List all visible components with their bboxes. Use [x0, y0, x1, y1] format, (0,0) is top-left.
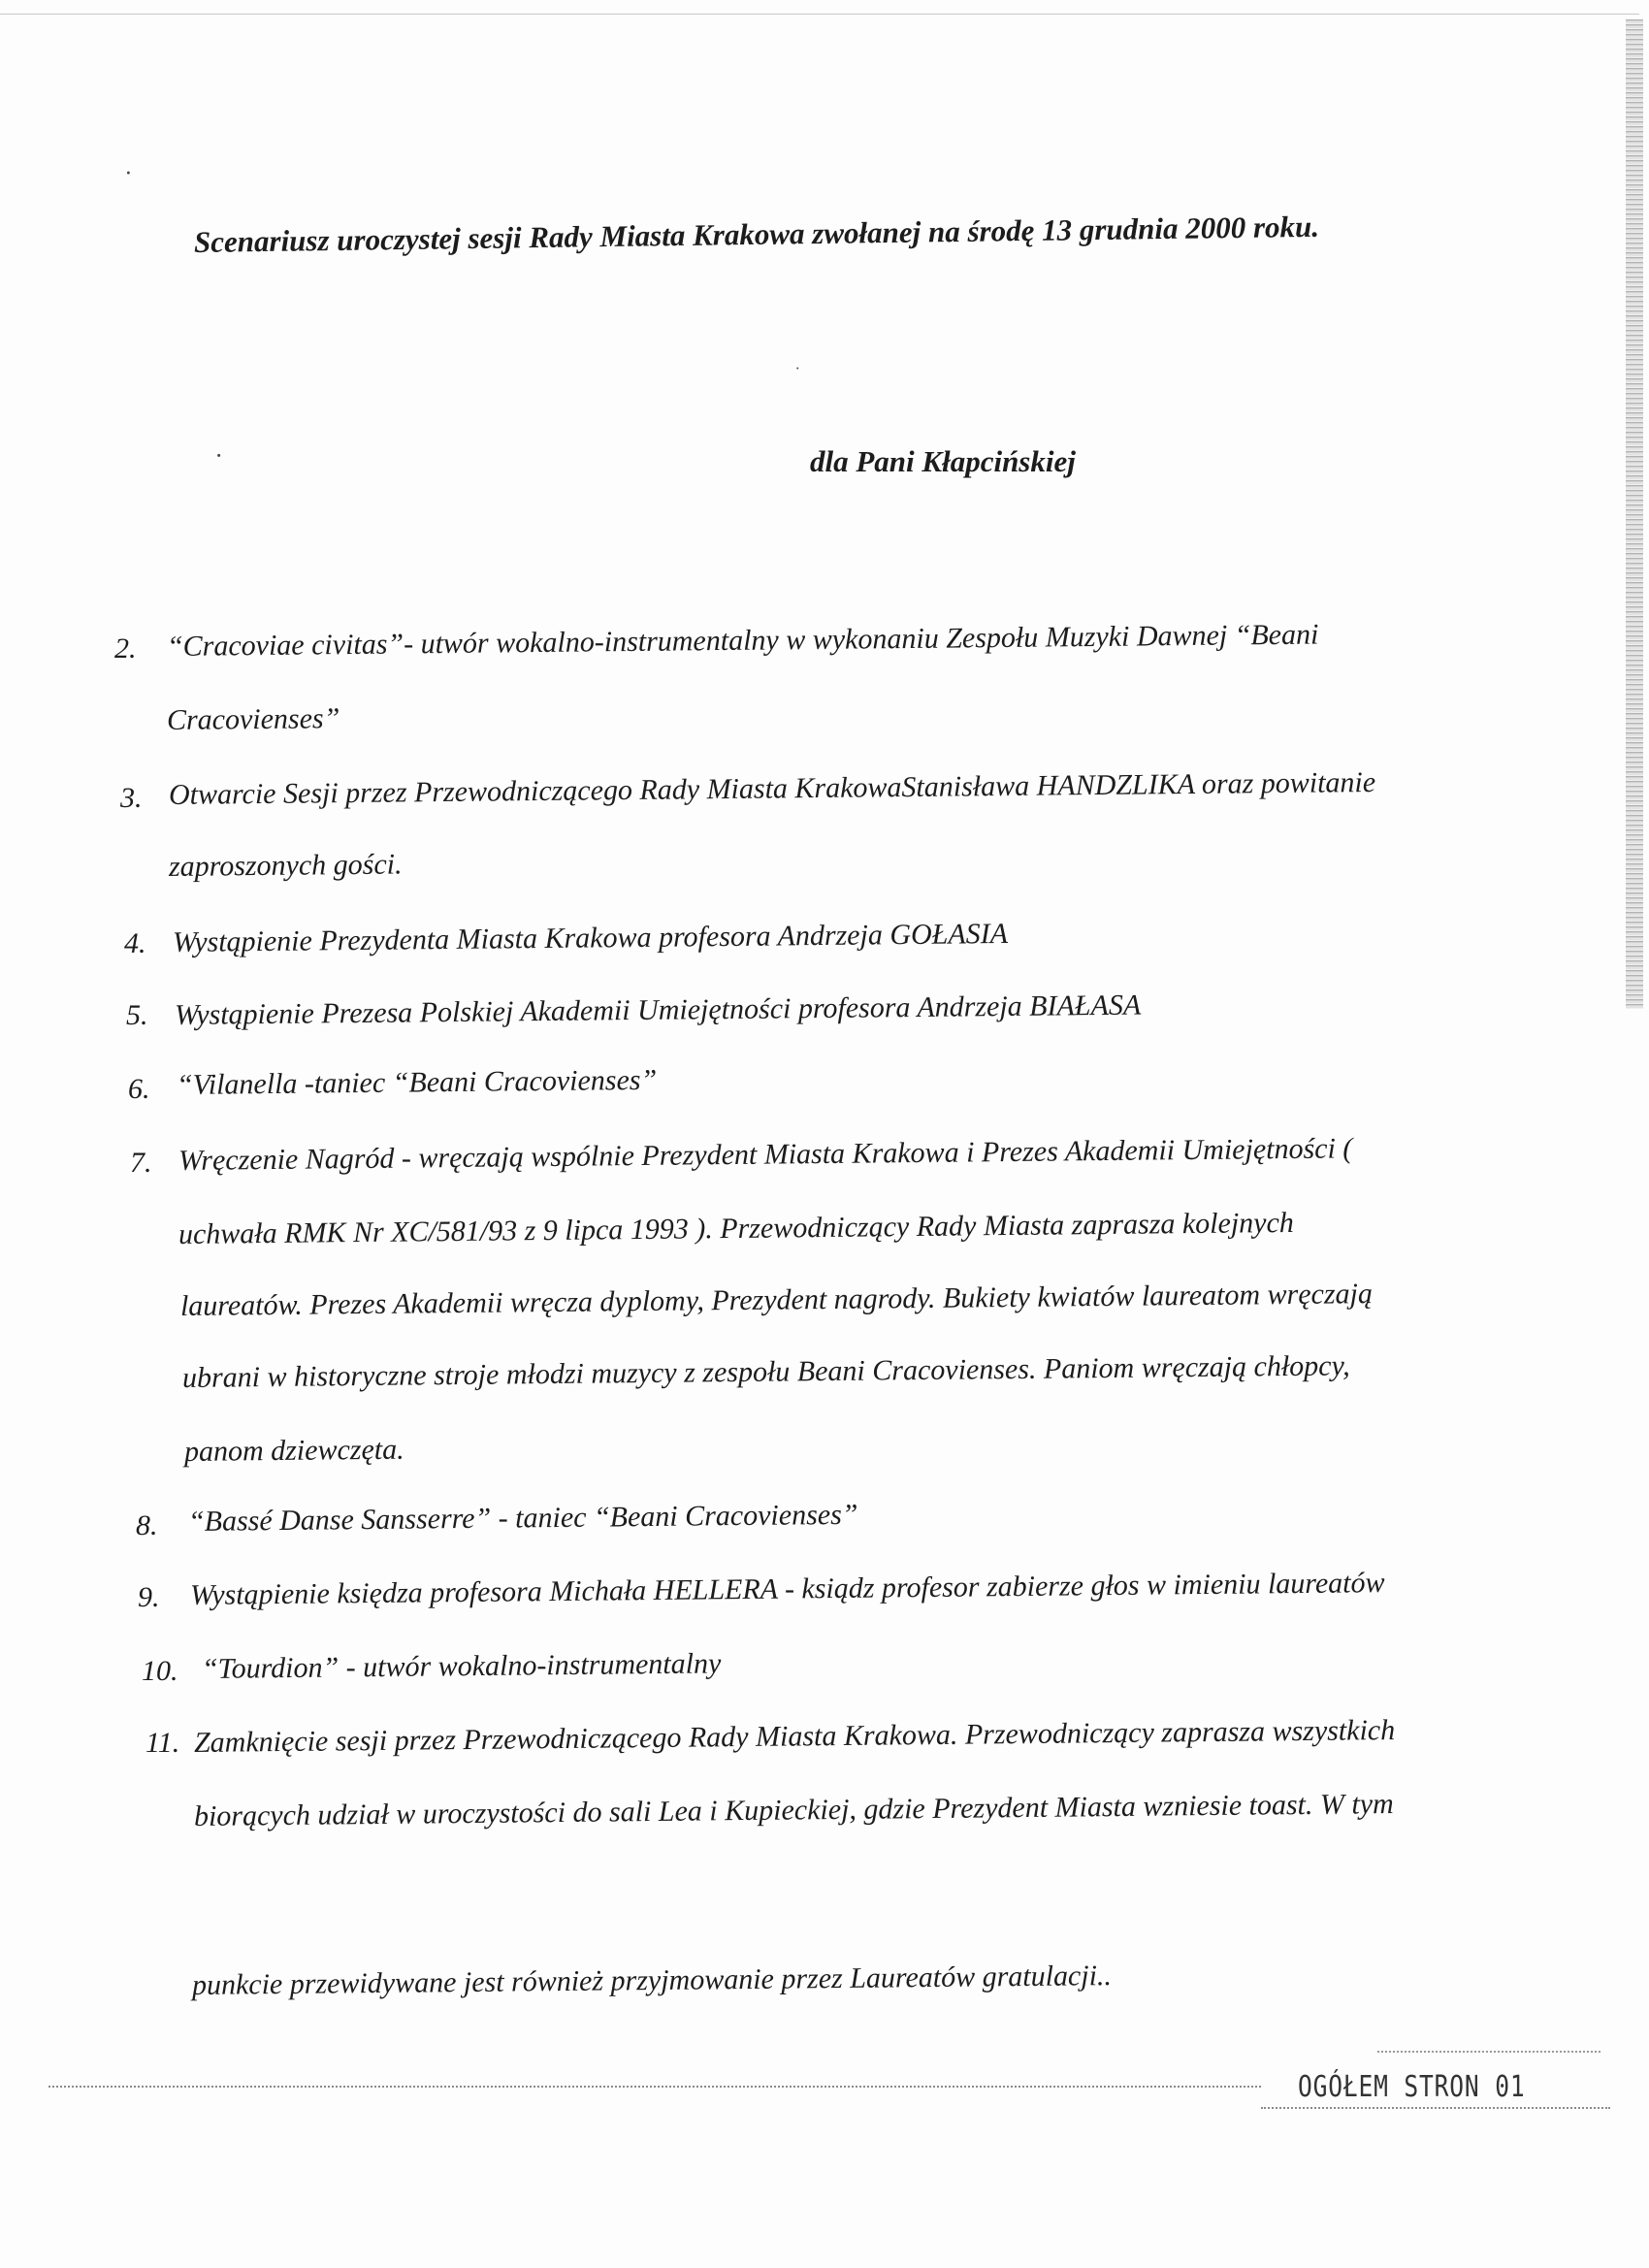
item-line: Wystąpienie Prezesa Polskiej Akademii Umiejętności profesora Andrzeja BIAŁASA — [174, 988, 1142, 1031]
item-line: zaproszonych gości. — [168, 848, 403, 883]
document-title: Scenariusz uroczystej sesji Rady Miasta Krakowa zwołanej na środę 13 grudnia 2000 roku. — [193, 209, 1320, 259]
fax-dotted-line — [48, 2086, 1261, 2088]
addressee-line: dla Pani Kłapcińskiej — [810, 444, 1076, 478]
item-line: Wręczenie Nagród - wręczają wspólnie Prezydent Miasta Krakowa i Prezes Akademii Umiejętności ( — [178, 1132, 1353, 1177]
continuation-line: punkcie przewidywane jest również przyjmowanie przez Laureatów gratulacji.. — [191, 1960, 1113, 2001]
item-number: 5. — [126, 999, 148, 1031]
fax-page-count: OGÓŁEM STRON 01 — [1298, 2070, 1526, 2104]
item-number: 10. — [142, 1655, 178, 1687]
item-line: uchwała RMK Nr XC/581/93 z 9 lipca 1993 ). Przewodniczący Rady Miasta zaprasza kolejnych — [178, 1206, 1294, 1250]
item-line: Otwarcie Sesji przez Przewodniczącego Rady Miasta KrakowaStanisława HANDZLIKA oraz powitanie — [168, 765, 1376, 811]
item-line: biorących udział w uroczystości do sali Lea i Kupieckiej, gdzie Prezydent Miasta wzniesie toast. W tym — [193, 1788, 1394, 1832]
fax-dotted-line — [1377, 2051, 1600, 2053]
item-line: “Vilanella -taniec “Beani Cracovienses” — [176, 1063, 658, 1101]
item-line: “Tourdion” - utwór wokalno-instrumentalny — [201, 1647, 722, 1685]
scan-speck: · — [795, 361, 799, 377]
item-line: panom dziewczęta. — [183, 1433, 404, 1468]
scan-speck: · — [215, 441, 222, 470]
item-number: 6. — [128, 1073, 150, 1105]
item-number: 2. — [114, 632, 137, 664]
item-line: laureatów. Prezes Akademii wręcza dyplomy, Prezydent nagrody. Bukiety kwiatów laureatom wręczają — [179, 1278, 1374, 1322]
item-number: 3. — [120, 782, 143, 814]
item-number: 7. — [130, 1147, 152, 1179]
scan-speck: · — [126, 163, 131, 182]
item-number: 11. — [146, 1727, 180, 1759]
scan-top-edge — [0, 14, 1639, 15]
item-line: Zamknięcie sesji przez Przewodniczącego Rady Miasta Krakowa. Przewodniczący zaprasza wszystkich — [193, 1714, 1396, 1759]
item-line: Wystąpienie Prezydenta Miasta Krakowa profesora Andrzeja GOŁASIA — [172, 917, 1009, 958]
fax-dotted-line — [1261, 2107, 1610, 2109]
item-line: “Bassé Danse Sansserre” - taniec “Beani Cracovienses” — [187, 1498, 858, 1538]
item-number: 9. — [138, 1581, 160, 1613]
item-number: 4. — [124, 927, 146, 959]
item-line: Wystąpienie księdza profesora Michała HELLERA - ksiądz profesor zabierze głos w imieniu laureatów — [189, 1567, 1385, 1611]
item-line: “Cracoviae civitas”- utwór wokalno-instrumentalny w wykonaniu Zespołu Muzyki Dawnej “Beani — [166, 618, 1319, 663]
item-number: 8. — [136, 1509, 158, 1541]
item-line: Cracovienses” — [166, 702, 340, 736]
item-line: ubrani w historyczne stroje młodzi muzycy z zespołu Beani Cracovienses. Paniom wręczają chłopcy, — [181, 1349, 1350, 1394]
fax-edge-noise — [1626, 19, 1643, 1009]
